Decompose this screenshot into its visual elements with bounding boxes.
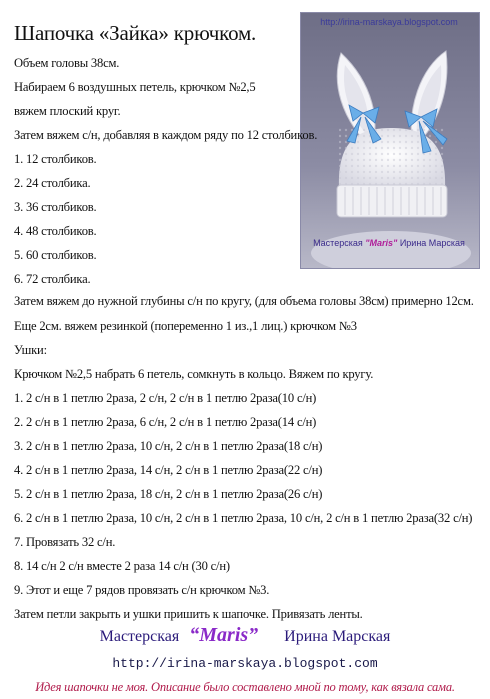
instruction-line: 4. 2 с/н в 1 петлю 2раза, 14 с/н, 2 с/н в 1 петлю 2раза(22 с/н)	[14, 463, 323, 477]
instruction-line: 6. 72 столбика.	[14, 272, 91, 286]
instruction-line: 6. 2 с/н в 1 петлю 2раза, 10 с/н, 2 с/н в 1 петлю 2раза, 10 с/н, 2 с/н в 1 петлю 2раза(32 с/н)	[14, 511, 473, 525]
instruction-line: Объем головы 38см.	[14, 56, 120, 70]
instruction-line: 2. 2 с/н в 1 петлю 2раза, 6 с/н, 2 с/н в 1 петлю 2раза(14 с/н)	[14, 415, 317, 429]
footer-note: Идея шапочки не моя. Описание было составлено мной по тому, как вязала сама.	[35, 680, 455, 694]
instruction-line: Затем петли закрыть и ушки пришить к шапочке. Привязать ленты.	[14, 607, 363, 621]
photo-watermark-workshop: Мастерская	[313, 238, 363, 248]
footer-workshop: Мастерская	[99, 628, 180, 645]
instruction-line: Крючком №2,5 набрать 6 петель, сомкнуть в кольцо. Вяжем по кругу.	[14, 367, 374, 381]
instruction-line: вяжем плоский круг.	[14, 104, 121, 118]
instruction-line: 7. Провязать 32 с/н.	[14, 535, 116, 549]
footer-author: Ирина Марская	[284, 628, 391, 645]
instruction-line: 4. 48 столбиков.	[14, 224, 97, 238]
photo-watermark-brand: "Maris"	[365, 238, 398, 248]
instruction-line: Затем вяжем до нужной глубины с/н по кругу, (для объема головы 38см) примерно 12см.	[14, 294, 474, 308]
photo-watermark	[300, 238, 478, 248]
footer-url[interactable]: http://irina-marskaya.blogspot.com	[112, 656, 378, 671]
instruction-line: 1. 12 столбиков.	[14, 152, 97, 166]
instruction-line: 3. 36 столбиков.	[14, 200, 97, 214]
footer-brand	[0, 624, 490, 647]
hat-photo	[300, 12, 480, 269]
instruction-line: Затем вяжем с/н, добавляя в каждом ряду по 12 столбиков.	[14, 128, 318, 142]
bunny-hat-image	[301, 13, 479, 268]
footer-brand-name: “Maris”	[189, 624, 259, 646]
instruction-line: 2. 24 столбика.	[14, 176, 91, 190]
instruction-line: 5. 2 с/н в 1 петлю 2раза, 18 с/н, 2 с/н в 1 петлю 2раза(26 с/н)	[14, 487, 323, 501]
instruction-line: 8. 14 с/н 2 с/н вместе 2 раза 14 с/н (30 с/н)	[14, 559, 230, 573]
instruction-line: 1. 2 с/н в 1 петлю 2раза, 2 с/н, 2 с/н в 1 петлю 2раза(10 с/н)	[14, 391, 317, 405]
instruction-line: 9. Этот и еще 7 рядов провязать с/н крючком №3.	[14, 583, 270, 597]
page-title: Шапочка «Зайка» крючком.	[14, 21, 257, 45]
instruction-line: Набираем 6 воздушных петель, крючком №2,5	[14, 80, 256, 94]
instruction-line: 5. 60 столбиков.	[14, 248, 97, 262]
instruction-line: Еще 2см. вяжем резинкой (попеременно 1 из.,1 лиц.) крючком №3	[14, 319, 357, 333]
photo-url-watermark: http://irina-marskaya.blogspot.com	[320, 17, 458, 27]
instruction-line: 3. 2 с/н в 1 петлю 2раза, 10 с/н, 2 с/н в 1 петлю 2раза(18 с/н)	[14, 439, 323, 453]
photo-watermark-author: Ирина Марская	[399, 238, 465, 248]
instruction-line: Ушки:	[14, 343, 47, 357]
